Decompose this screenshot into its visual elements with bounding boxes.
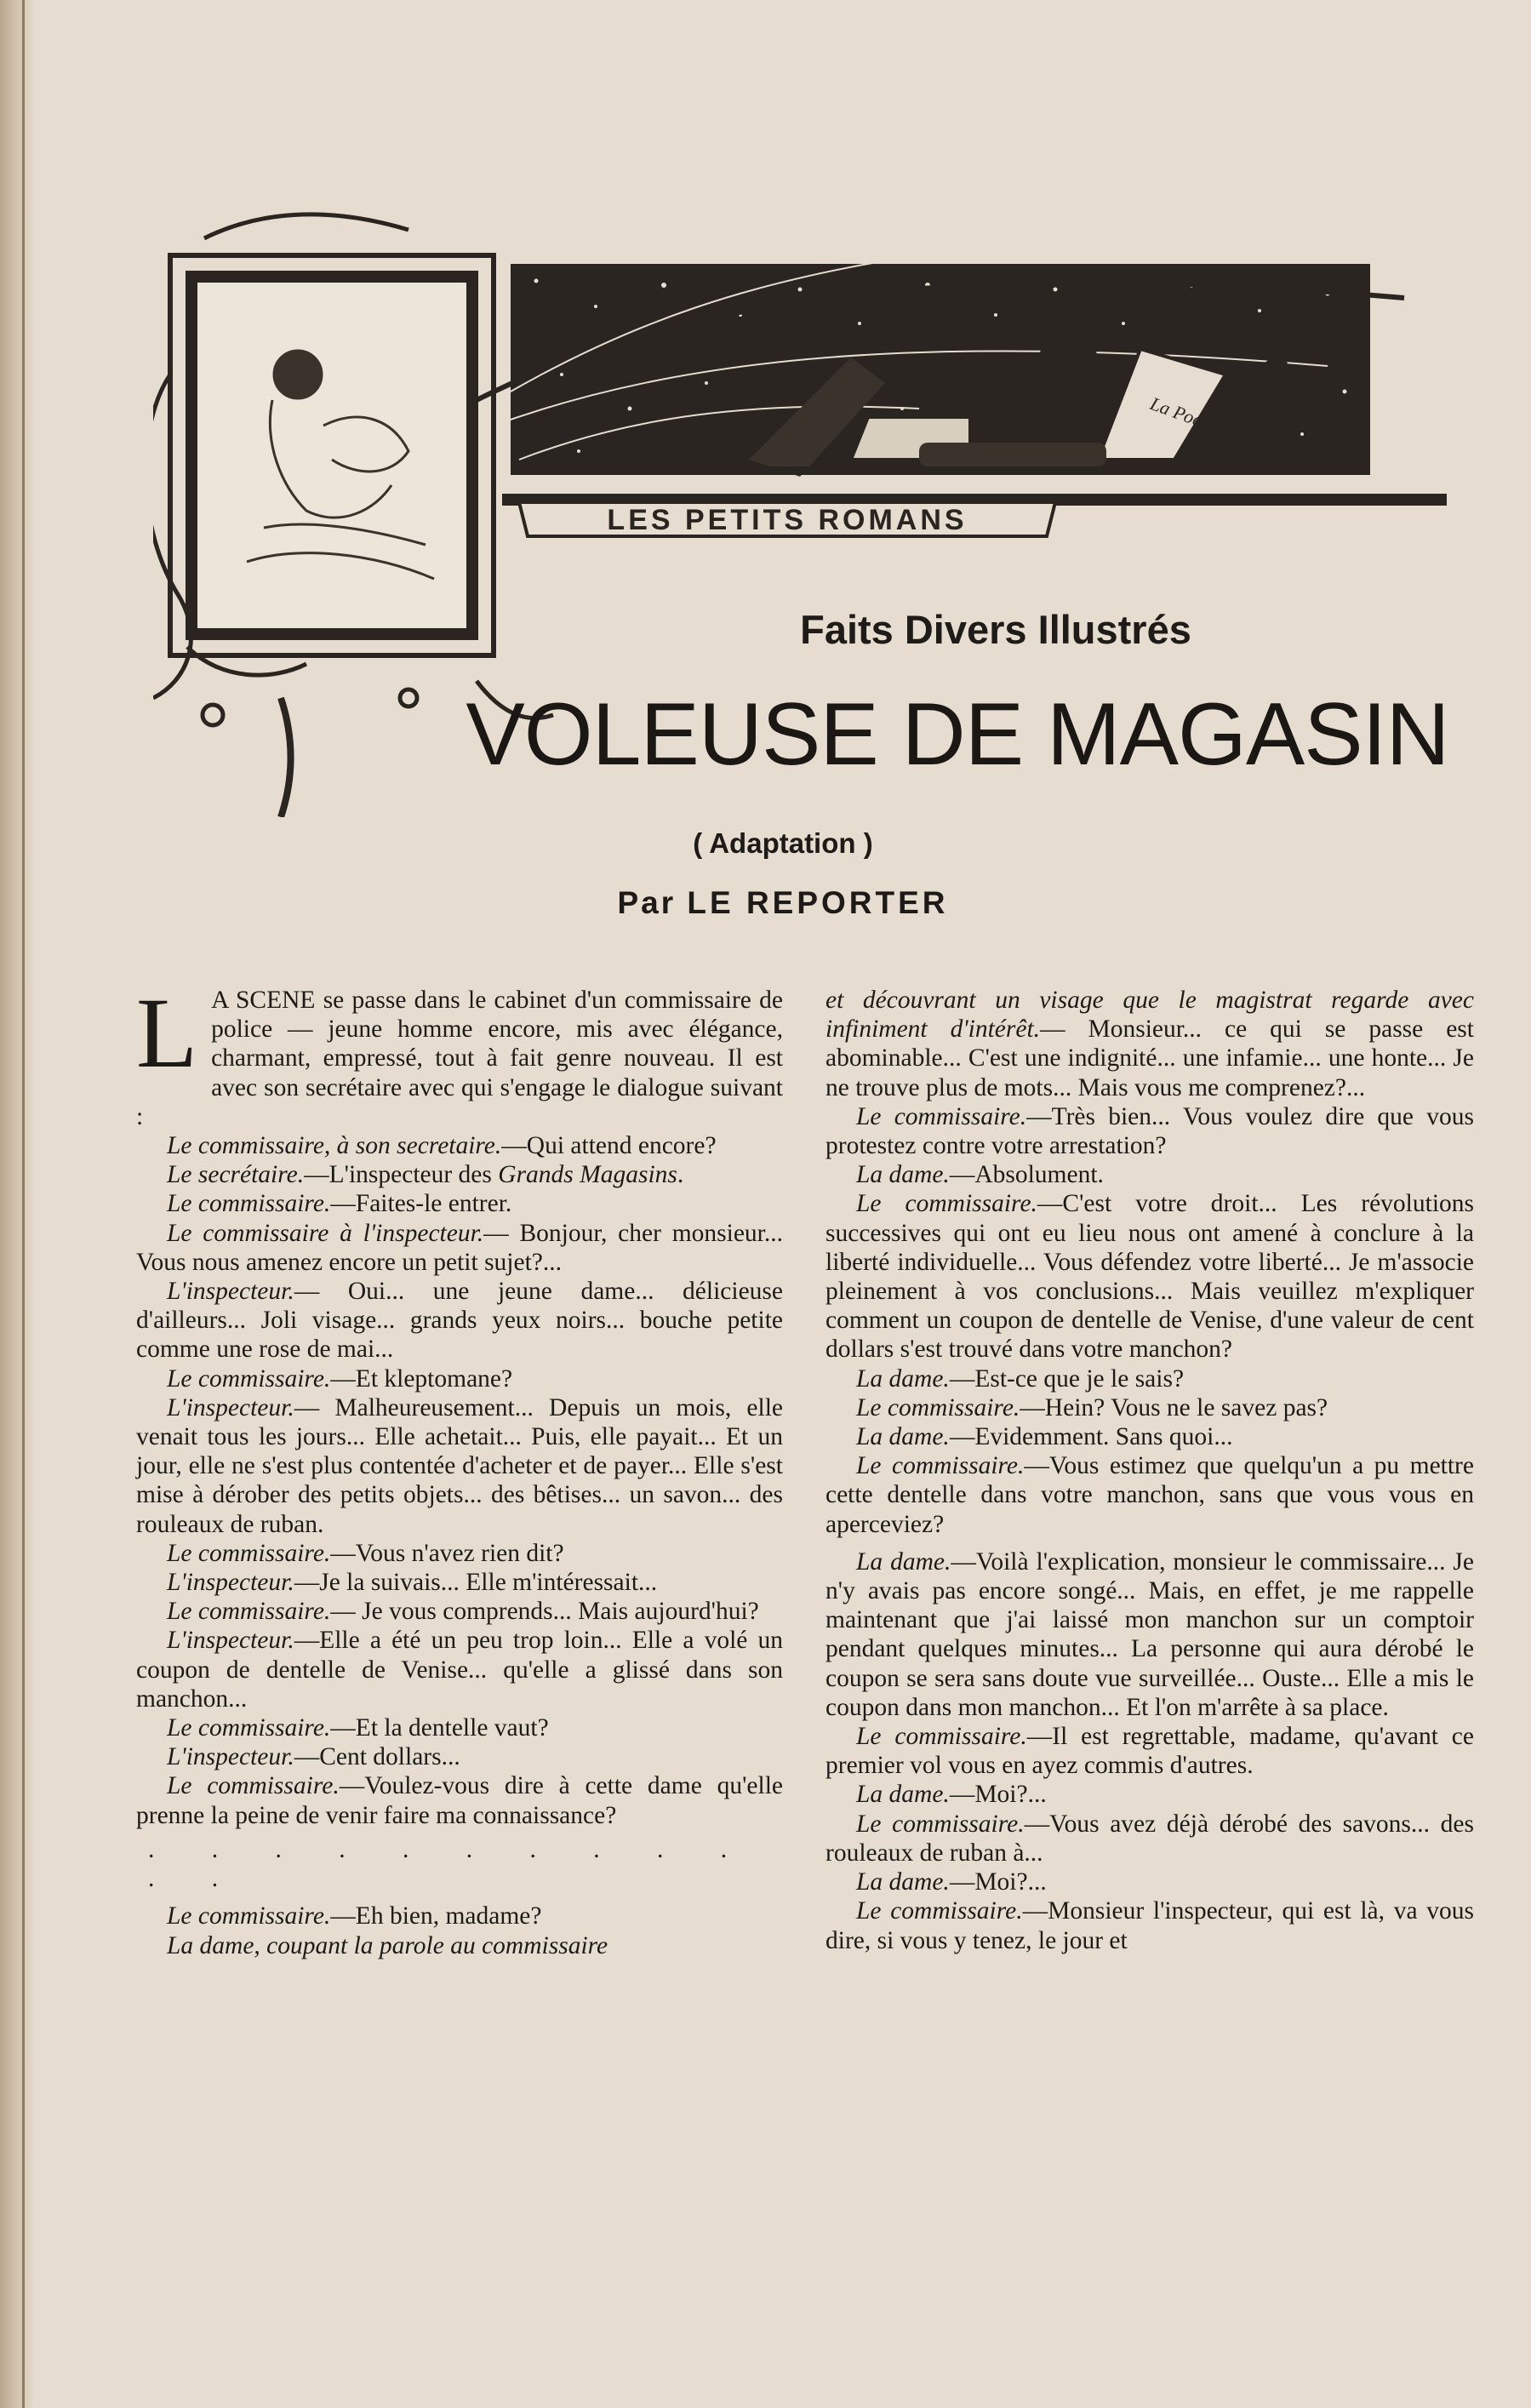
dialogue-line xyxy=(136,1597,783,1626)
speaker-name: Le commissaire. xyxy=(856,1723,1027,1751)
dialogue-line xyxy=(136,1713,783,1742)
dialogue-line xyxy=(136,1219,783,1277)
dialogue-text: —Et la dentelle vaut? xyxy=(330,1714,549,1742)
dialogue-text: —Qui attend encore? xyxy=(501,1132,717,1160)
speaker-name: Le commissaire. xyxy=(167,1772,340,1800)
emphasis-text: Grands Magasins xyxy=(498,1161,677,1189)
dialogue-line xyxy=(825,1160,1474,1189)
dialogue-line xyxy=(825,1547,1474,1722)
dialogue-text: —L'inspecteur des xyxy=(304,1161,499,1189)
dialogue-line xyxy=(136,1160,783,1189)
dialogue-text: — Je vous comprends... Mais aujourd'hui? xyxy=(330,1598,759,1626)
speaker-name: L'inspecteur. xyxy=(167,1278,294,1306)
dialogue-text: —Elle a été un peu trop loin... Elle a volé un coupon de dentelle de Venise... qu'elle a glissé dans son manchon... xyxy=(136,1627,783,1713)
dialogue-text: — Malheureusement... Depuis un mois, elle venait tous les jours... Elle achetait... Puis, elle payait... Et un jour, elle ne s'est plus contentée d'acheter et de payer... Elle s'est mise à dérober des petits objets... des bêtises... un savon... des rouleaux de ruban. xyxy=(136,1393,783,1538)
speaker-name: Le commissaire. xyxy=(856,1810,1025,1838)
dialogue-text: —Et kleptomane? xyxy=(330,1364,513,1393)
dialogue-line xyxy=(825,1422,1474,1451)
paragraph-text: A SCENE se passe dans le cabinet d'un commissaire de police — jeune homme encore, mis avec élégance, charmant, empressé, tout à fait genre nouveau. Il est avec son secrétaire avec qui s'engage le dialogue suivant : xyxy=(136,987,783,1130)
article-title: VOLEUSE DE MAGASIN xyxy=(466,685,1449,784)
dialogue-text: —Moi?... xyxy=(949,1868,1047,1896)
dialogue-line xyxy=(136,1771,783,1829)
dialogue-text: —Je la suivais... Elle m'intéressait... xyxy=(294,1569,658,1597)
dialogue-text: —Il est regrettable, madame, qu'avant ce premier vol vous en ayez commis d'autres. xyxy=(825,1723,1474,1780)
right-column xyxy=(825,986,1474,1955)
dialogue-line xyxy=(825,1867,1474,1896)
byline xyxy=(511,885,1055,921)
dialogue-text: —C'est votre droit... Les révolutions successives qui ont eu lieu nous ont amené à conclure à la liberté individuelle... Vous défendez votre liberté... Je m'associe pleinement à vos conclusions... Mais veuillez m'expliquer comment un coupon de dentelle de Venise, d'une valeur de cent dollars s'est trouvé dans votre manchon? xyxy=(825,1190,1474,1364)
dialogue-line xyxy=(825,1722,1474,1780)
dialogue-line xyxy=(136,1277,783,1364)
dialogue-text: . xyxy=(677,1161,684,1189)
dialogue-line xyxy=(825,1780,1474,1809)
adaptation-note: ( Adaptation ) xyxy=(693,827,873,859)
dialogue-text: —Monsieur l'inspecteur, qui est là, va vous dire, si vous y tenez, le jour et xyxy=(825,1897,1474,1954)
dialogue-line xyxy=(825,1896,1474,1954)
opening-paragraph xyxy=(136,977,783,1131)
dialogue-text: —Faites-le entrer. xyxy=(330,1190,512,1218)
speaker-name: Le commissaire. xyxy=(167,1598,331,1626)
speaker-name: La dame. xyxy=(856,1781,950,1809)
dots-text: . . . . . . . . . . . . xyxy=(148,1835,753,1893)
speaker-name: Le commissaire. xyxy=(167,1902,331,1930)
continued-paragraph xyxy=(825,986,1474,1102)
speaker-name: La dame. xyxy=(856,1868,950,1896)
speaker-name: L'inspecteur. xyxy=(167,1393,294,1421)
speaker-name: Le commissaire. xyxy=(167,1364,331,1393)
dialogue-line xyxy=(136,1626,783,1713)
dialogue-text: —Eh bien, madame? xyxy=(330,1902,542,1930)
dialogue-line xyxy=(136,1364,783,1393)
svg-text:La Poésie: La Poésie xyxy=(1147,392,1225,438)
speaker-name: Le commissaire. xyxy=(856,1452,1025,1480)
svg-text:LES PETITS ROMANS: LES PETITS ROMANS xyxy=(607,504,968,536)
speaker-name: La dame. xyxy=(856,1364,950,1393)
dialogue-line xyxy=(825,1189,1474,1364)
speaker-name: Le commissaire à l'inspecteur. xyxy=(167,1219,484,1247)
dialogue-line xyxy=(136,1539,783,1568)
dialogue-line xyxy=(825,1364,1474,1393)
stage-direction-text: La dame, coupant la parole au commissaire xyxy=(167,1931,608,1959)
speaker-name: L'inspecteur. xyxy=(167,1569,294,1597)
speaker-name: Le commissaire, à son secretaire. xyxy=(167,1132,502,1160)
dialogue-text: — Oui... une jeune dame... délicieuse d'ailleurs... Joli visage... grands yeux noirs... bouche petite comme une rose de mai... xyxy=(136,1278,783,1364)
speaker-name: Le commissaire. xyxy=(856,1190,1037,1218)
dialogue-text: —Vous avez déjà dérobé des savons... des rouleaux de ruban à... xyxy=(825,1810,1474,1867)
speaker-name: Le commissaire. xyxy=(167,1190,331,1218)
speaker-name: La dame. xyxy=(856,1423,950,1451)
speaker-name: La dame. xyxy=(856,1161,950,1189)
dialogue-line xyxy=(825,1102,1474,1160)
dialogue-line xyxy=(136,1131,783,1160)
byline-prefix: Par xyxy=(617,885,677,920)
dialogue-text: —Cent dollars... xyxy=(294,1743,460,1771)
scene-break-dots xyxy=(136,1835,783,1893)
speaker-name: Le commissaire. xyxy=(856,1897,1023,1925)
left-column xyxy=(136,977,783,1960)
dialogue-line xyxy=(825,1393,1474,1422)
speaker-name: L'inspecteur. xyxy=(167,1743,294,1771)
stage-direction-text: et découvrant un visage que le magistrat regarde avec infiniment d'intérêt. xyxy=(825,987,1474,1044)
speaker-name: La dame. xyxy=(856,1547,951,1576)
drop-cap: L xyxy=(136,977,198,1089)
series-subtitle: Faits Divers Illustrés xyxy=(800,607,1191,652)
dialogue-text: —Très bien... Vous voulez dire que vous protestez contre votre arrestation? xyxy=(825,1102,1474,1160)
speaker-name: L'inspecteur. xyxy=(167,1627,294,1655)
dialogue-line xyxy=(136,1189,783,1218)
dialogue-text: — Bonjour, cher monsieur... Vous nous amenez encore un petit sujet?... xyxy=(136,1219,783,1276)
stage-direction xyxy=(136,1931,783,1960)
dialogue-line xyxy=(136,1393,783,1539)
dialogue-line xyxy=(825,1451,1474,1539)
dialogue-line xyxy=(136,1902,783,1930)
dialogue-text: —Evidemment. Sans quoi... xyxy=(949,1423,1233,1451)
dialogue-text: —Hein? Vous ne le savez pas? xyxy=(1020,1393,1328,1421)
dialogue-text: —Moi?... xyxy=(949,1781,1047,1809)
dialogue-text: —Voulez-vous dire à cette dame qu'elle prenne la peine de venir faire ma connaissance? xyxy=(136,1772,783,1829)
dialogue-text: — Monsieur... ce qui se passe est abominable... C'est une indignité... une infamie... une honte... Je ne trouve plus de mots... Mais vous me comprenez?... xyxy=(825,1015,1474,1101)
dialogue-line xyxy=(136,1742,783,1771)
dialogue-line xyxy=(136,1568,783,1597)
dialogue-line xyxy=(825,1810,1474,1867)
dialogue-text: —Est-ce que je le sais? xyxy=(949,1364,1185,1393)
speaker-name: Le commissaire. xyxy=(856,1393,1020,1421)
dialogue-text: —Absolument. xyxy=(949,1161,1104,1189)
speaker-name: Le commissaire. xyxy=(167,1714,331,1742)
speaker-name: Le commissaire. xyxy=(856,1102,1027,1130)
speaker-name: Le secrétaire. xyxy=(167,1161,305,1189)
page-binding-edge xyxy=(0,0,32,2408)
byline-author: LE REPORTER xyxy=(687,885,949,920)
les-petits-romans-banner xyxy=(502,494,1447,536)
dialogue-text: —Voilà l'explication, monsieur le commissaire... Je n'y avais pas encore songé... Mais, en effet, je me rappelle maintenant que j'ai laissé mon manchon sur un comptoir pendant quelques minutes... La personne qui aura dérobé le coupon se sera sans doute vue surveillée... Ouste... Elle a mis le coupon dans mon manchon... Et l'on m'arrête à sa place. xyxy=(825,1547,1474,1721)
dialogue-text: —Vous estimez que quelqu'un a pu mettre cette dentelle dans votre manchon, sans que vous vous en aperceviez? xyxy=(825,1452,1474,1538)
speaker-name: Le commissaire. xyxy=(167,1539,331,1567)
dialogue-text: —Vous n'avez rien dit? xyxy=(330,1539,564,1567)
